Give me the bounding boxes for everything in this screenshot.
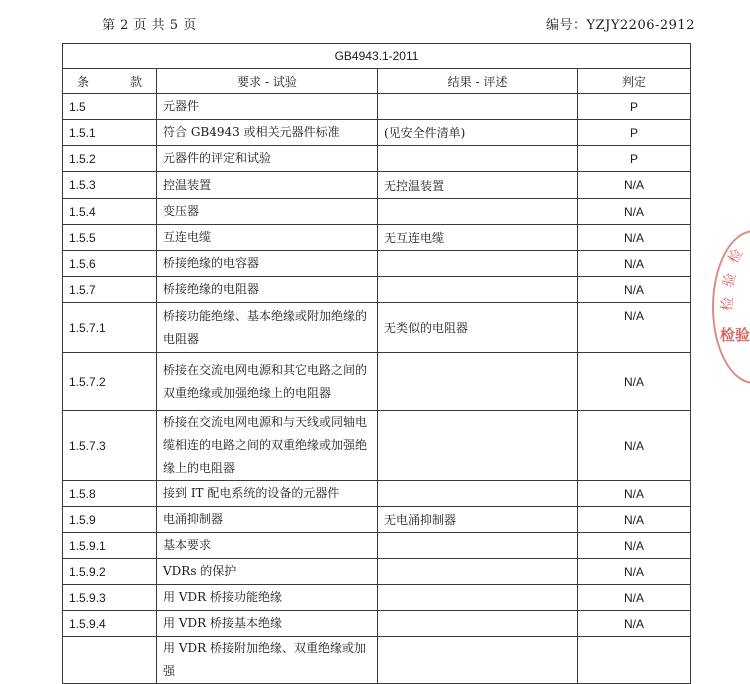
clause-cell: 1.5.6 bbox=[63, 251, 157, 277]
table-row bbox=[63, 353, 691, 411]
table-row bbox=[63, 507, 691, 533]
result-cell bbox=[378, 481, 578, 507]
table-row bbox=[63, 199, 691, 225]
verdict-cell: N/A bbox=[578, 611, 691, 637]
verdict-cell: N/A bbox=[578, 481, 691, 507]
clause-cell: 1.5.3 bbox=[63, 172, 157, 199]
result-cell bbox=[378, 199, 578, 225]
requirement-cell: 互连电缆 bbox=[157, 225, 378, 251]
result-cell: 无类似的电阻器 bbox=[378, 303, 578, 353]
table-row bbox=[63, 411, 691, 481]
requirement-cell: 元器件的评定和试验 bbox=[157, 146, 378, 172]
table-row bbox=[63, 277, 691, 303]
requirement-cell: 电涌抑制器 bbox=[157, 507, 378, 533]
requirement-cell: 桥接绝缘的电阻器 bbox=[157, 277, 378, 303]
table-row bbox=[63, 120, 691, 146]
result-cell bbox=[378, 353, 578, 411]
table-row bbox=[63, 559, 691, 585]
clause-cell: 1.5.9.1 bbox=[63, 533, 157, 559]
table-row bbox=[63, 611, 691, 637]
verdict-cell: N/A bbox=[578, 411, 691, 481]
requirement-cell: 符合 GB4943 或相关元器件标准 bbox=[157, 120, 378, 146]
result-cell bbox=[378, 611, 578, 637]
requirement-cell: 桥接功能绝缘、基本绝缘或附加绝缘的电阻器 bbox=[157, 303, 378, 353]
table-row bbox=[63, 533, 691, 559]
clause-cell: 1.5.9.3 bbox=[63, 585, 157, 611]
clause-cell: 1.5.5 bbox=[63, 225, 157, 251]
inspection-table bbox=[62, 43, 691, 684]
requirement-cell: 变压器 bbox=[157, 199, 378, 225]
result-cell: 无电涌抑制器 bbox=[378, 507, 578, 533]
verdict-cell: N/A bbox=[578, 507, 691, 533]
table-row bbox=[63, 146, 691, 172]
stamp-char-1: 检 bbox=[725, 246, 747, 267]
col-header-verdict: 判定 bbox=[578, 69, 691, 94]
requirement-cell: 用 VDR 桥接功能绝缘 bbox=[157, 585, 378, 611]
result-cell: (见安全件清单) bbox=[378, 120, 578, 146]
verdict-cell: N/A bbox=[578, 533, 691, 559]
clause-cell: 1.5.2 bbox=[63, 146, 157, 172]
requirement-cell: 元器件 bbox=[157, 94, 378, 120]
result-cell bbox=[378, 94, 578, 120]
table-body bbox=[63, 94, 691, 684]
stamp-char-3: 检 bbox=[719, 296, 737, 312]
verdict-cell: N/A bbox=[578, 199, 691, 225]
clause-cell: 1.5.7 bbox=[63, 277, 157, 303]
result-cell bbox=[378, 585, 578, 611]
clause-cell: 1.5.1 bbox=[63, 120, 157, 146]
result-cell bbox=[378, 411, 578, 481]
verdict-cell: N/A bbox=[578, 172, 691, 199]
clause-cell: 1.5.7.1 bbox=[63, 303, 157, 353]
verdict-cell: N/A bbox=[578, 353, 691, 411]
verdict-cell: N/A bbox=[578, 251, 691, 277]
clause-cell: 1.5.9 bbox=[63, 507, 157, 533]
col-header-result: 结果 - 评述 bbox=[378, 69, 578, 94]
table-row bbox=[63, 585, 691, 611]
clause-cell: 1.5 bbox=[63, 94, 157, 120]
requirement-cell: 基本要求 bbox=[157, 533, 378, 559]
verdict-cell: N/A bbox=[578, 559, 691, 585]
page-header bbox=[0, 14, 750, 34]
result-cell: 无互连电缆 bbox=[378, 225, 578, 251]
stamp-char-4: 检验 bbox=[720, 326, 750, 344]
verdict-cell: P bbox=[578, 94, 691, 120]
requirement-cell: 用 VDR 桥接附加绝缘、双重绝缘或加强 bbox=[157, 637, 378, 684]
result-cell bbox=[378, 559, 578, 585]
verdict-cell: N/A bbox=[578, 303, 691, 353]
clause-cell bbox=[63, 637, 157, 684]
table-row bbox=[63, 481, 691, 507]
result-cell: 无控温装置 bbox=[378, 172, 578, 199]
clause-cell: 1.5.7.2 bbox=[63, 353, 157, 411]
table-row bbox=[63, 303, 691, 353]
result-cell bbox=[378, 637, 578, 684]
verdict-cell: N/A bbox=[578, 585, 691, 611]
page-info: 第 2 页 共 5 页 bbox=[102, 18, 197, 33]
requirement-cell: 桥接在交流电网电源和其它电路之间的双重绝缘或加强绝缘上的电阻器 bbox=[157, 353, 378, 411]
verdict-cell: N/A bbox=[578, 225, 691, 251]
clause-cell: 1.5.8 bbox=[63, 481, 157, 507]
result-cell bbox=[378, 251, 578, 277]
requirement-cell: 用 VDR 桥接基本绝缘 bbox=[157, 611, 378, 637]
requirement-cell: 控温装置 bbox=[157, 172, 378, 199]
verdict-cell: P bbox=[578, 120, 691, 146]
standard-title: GB4943.1-2011 bbox=[63, 44, 691, 69]
col-header-clause: 条 款 bbox=[63, 69, 157, 94]
report-number: 编号：YZJY2206-2912 bbox=[546, 18, 695, 33]
clause-cell: 1.5.9.4 bbox=[63, 611, 157, 637]
clause-cell: 1.5.4 bbox=[63, 199, 157, 225]
verdict-cell: P bbox=[578, 146, 691, 172]
inspection-stamp bbox=[712, 230, 750, 384]
table-row bbox=[63, 172, 691, 199]
result-cell bbox=[378, 533, 578, 559]
verdict-cell bbox=[578, 637, 691, 684]
stamp-char-2: 验 bbox=[720, 271, 740, 290]
verdict-cell: N/A bbox=[578, 277, 691, 303]
requirement-cell: 桥接绝缘的电容器 bbox=[157, 251, 378, 277]
requirement-cell: 接到 IT 配电系统的设备的元器件 bbox=[157, 481, 378, 507]
table-row bbox=[63, 637, 691, 684]
table-row bbox=[63, 94, 691, 120]
clause-cell: 1.5.9.2 bbox=[63, 559, 157, 585]
table-row bbox=[63, 251, 691, 277]
requirement-cell: VDRs 的保护 bbox=[157, 559, 378, 585]
table-row bbox=[63, 225, 691, 251]
requirement-cell: 桥接在交流电网电源和与天线或同轴电缆相连的电路之间的双重绝缘或加强绝缘上的电阻器 bbox=[157, 411, 378, 481]
clause-cell: 1.5.7.3 bbox=[63, 411, 157, 481]
col-header-requirement: 要求 - 试验 bbox=[157, 69, 378, 94]
result-cell bbox=[378, 277, 578, 303]
result-cell bbox=[378, 146, 578, 172]
